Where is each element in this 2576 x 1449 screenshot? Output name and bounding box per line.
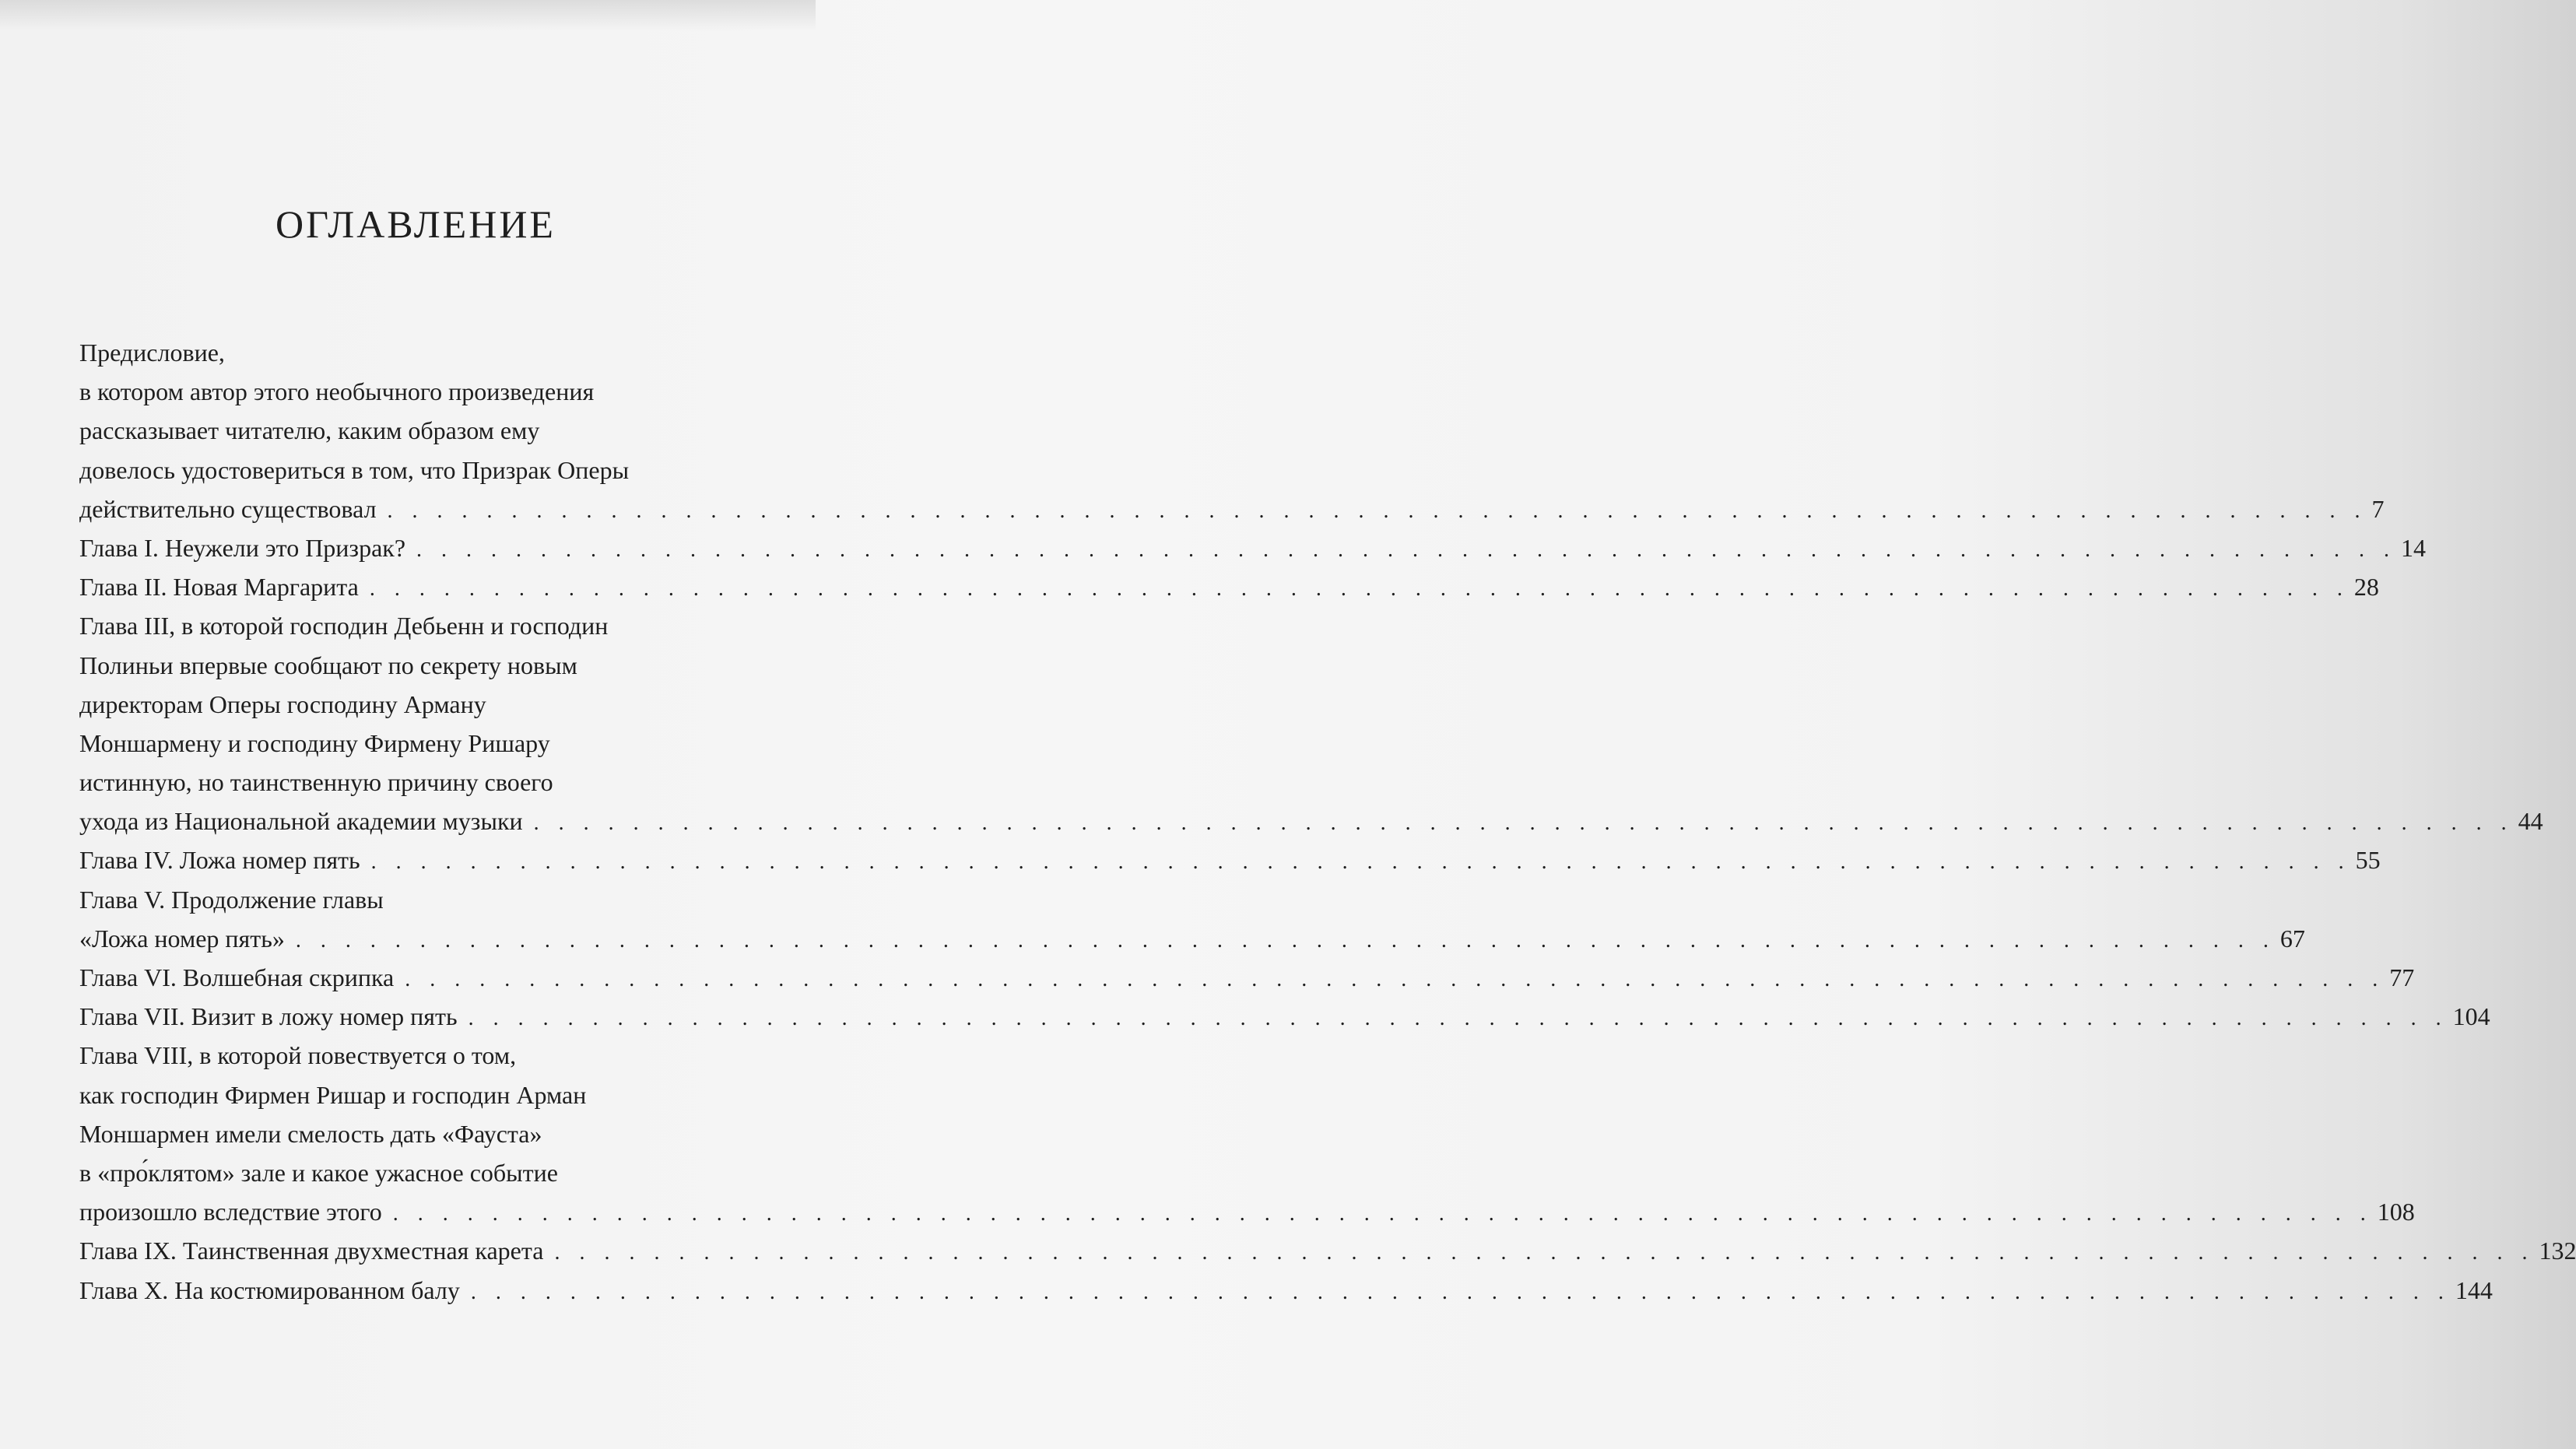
toc-entry bbox=[79, 1231, 2576, 1270]
toc-entry-text: действительно существовал bbox=[79, 494, 377, 523]
toc-entry-text: как господин Фирмен Ришар и господин Арман bbox=[79, 1080, 587, 1109]
toc-entry bbox=[79, 606, 2543, 840]
page-number: 104 bbox=[2452, 1002, 2490, 1031]
toc-entry-text: Глава V. Продолжение главы bbox=[79, 885, 384, 914]
page-number: 14 bbox=[2401, 533, 2427, 562]
toc-line bbox=[79, 763, 761, 802]
toc-line bbox=[79, 606, 761, 645]
toc-entry bbox=[79, 333, 2385, 528]
toc-line bbox=[79, 840, 2381, 879]
toc-line bbox=[79, 1036, 761, 1075]
toc-line bbox=[79, 567, 2379, 606]
toc-entry bbox=[79, 958, 2415, 997]
toc-line bbox=[79, 372, 761, 411]
toc-entry-text: Глава I. Неужели это Призрак? bbox=[79, 533, 406, 562]
toc-line bbox=[79, 646, 761, 685]
toc-entry-text: Полиньи впервые сообщают по секрету новым bbox=[79, 651, 577, 679]
toc-line bbox=[79, 411, 761, 450]
toc-entry-text: рассказывает читателю, каким образом ему bbox=[79, 416, 540, 445]
toc-line bbox=[79, 1114, 761, 1153]
page-number: 132 bbox=[2539, 1237, 2576, 1265]
dot-leader: . . . . . . . . . . . . . . . . . . . . . . . . . . . . . . . . . . . . . . . . . . . . . . . . . . . . . . . . . . . . . . . . . . . . . . . . . . . . . . . . bbox=[387, 498, 2367, 523]
toc-entry-text: Предисловие, bbox=[79, 339, 225, 367]
toc-line bbox=[79, 802, 2543, 840]
dot-leader: . . . . . . . . . . . . . . . . . . . . . . . . . . . . . . . . . . . . . . . . . . . . . . . . . . . . . . . . . . . . . . . . . . . . . . . . . . . . . . . . bbox=[470, 1279, 2451, 1304]
page-number: 144 bbox=[2455, 1275, 2493, 1304]
toc-entry-text: произошло вследствие этого bbox=[79, 1198, 382, 1226]
toc-line bbox=[79, 489, 2385, 528]
toc-line bbox=[79, 685, 761, 724]
toc-entry-text: Глава IV. Ложа номер пять bbox=[79, 846, 360, 875]
dot-leader: . . . . . . . . . . . . . . . . . . . . . . . . . . . . . . . . . . . . . . . . . . . . . . . . . . . . . . . . . . . . . . . . . . . . . . . . . . . . . . . . bbox=[295, 928, 2276, 953]
dot-leader: . . . . . . . . . . . . . . . . . . . . . . . . . . . . . . . . . . . . . . . . . . . . . . . . . . . . . . . . . . . . . . . . . . . . . . . . . . . . . . . . bbox=[468, 1006, 2448, 1031]
toc-line bbox=[79, 1153, 761, 1192]
toc-line bbox=[79, 724, 761, 763]
toc-entry bbox=[79, 880, 2305, 958]
toc-entry-text: ухода из Национальной академии музыки bbox=[79, 807, 523, 836]
toc-entry bbox=[79, 997, 2490, 1036]
toc-line bbox=[79, 919, 2305, 958]
toc-entry-text: директорам Оперы господину Арману bbox=[79, 689, 486, 718]
toc-line bbox=[79, 528, 2427, 567]
toc-entry-text: Глава VIII, в которой повествуется о том, bbox=[79, 1041, 517, 1070]
toc-entry-text: Глава VII. Визит в ложу номер пять bbox=[79, 1002, 458, 1031]
toc-line bbox=[79, 1231, 2576, 1270]
toc-entry-text: Глава IX. Таинственная двухместная карета bbox=[79, 1237, 544, 1265]
toc-entry-text: Глава X. На костюмированном балу bbox=[79, 1275, 460, 1304]
page-number: 7 bbox=[2371, 494, 2385, 523]
page-number: 67 bbox=[2279, 924, 2305, 953]
toc-entry-text: довелось удостовериться в том, что Призрак Оперы bbox=[79, 455, 630, 484]
toc-line bbox=[79, 1271, 2493, 1310]
table-of-contents bbox=[79, 333, 2576, 1310]
dot-leader: . . . . . . . . . . . . . . . . . . . . . . . . . . . . . . . . . . . . . . . . . . . . . . . . . . . . . . . . . . . . . . . . . . . . . . . . . . . . . . . . bbox=[554, 1240, 2535, 1265]
toc-entry bbox=[79, 567, 2379, 606]
toc-line bbox=[79, 333, 761, 372]
dot-leader: . . . . . . . . . . . . . . . . . . . . . . . . . . . . . . . . . . . . . . . . . . . . . . . . . . . . . . . . . . . . . . . . . . . . . . . . . . . . . . . . bbox=[392, 1202, 2373, 1226]
toc-entry bbox=[79, 528, 2427, 567]
page-number: 55 bbox=[2355, 846, 2381, 875]
toc-line bbox=[79, 880, 761, 919]
page-number: 44 bbox=[2518, 807, 2543, 836]
toc-line bbox=[79, 958, 2415, 997]
toc-line bbox=[79, 1075, 761, 1114]
toc-entry-text: Глава II. Новая Маргарита bbox=[79, 573, 359, 602]
toc-line bbox=[79, 1192, 2415, 1231]
page-number: 108 bbox=[2377, 1198, 2415, 1226]
dot-leader: . . . . . . . . . . . . . . . . . . . . . . . . . . . . . . . . . . . . . . . . . . . . . . . . . . . . . . . . . . . . . . . . . . . . . . . . . . . . . . . . bbox=[405, 967, 2385, 991]
dot-leader: . . . . . . . . . . . . . . . . . . . . . . . . . . . . . . . . . . . . . . . . . . . . . . . . . . . . . . . . . . . . . . . . . . . . . . . . . . . . . . . . bbox=[370, 850, 2351, 875]
toc-line bbox=[79, 451, 761, 489]
dot-leader: . . . . . . . . . . . . . . . . . . . . . . . . . . . . . . . . . . . . . . . . . . . . . . . . . . . . . . . . . . . . . . . . . . . . . . . . . . . . . . . . bbox=[416, 537, 2397, 562]
toc-entry-text: Моншармен имели смелость дать «Фауста» bbox=[79, 1119, 542, 1148]
toc-entry bbox=[79, 1036, 2415, 1231]
toc-entry-text: «Ложа номер пять» bbox=[79, 924, 285, 953]
toc-entry-text: Глава III, в которой господин Дебьенн и господин bbox=[79, 612, 609, 640]
toc-entry-text: в «про́клятом» зале и какое ужасное событие bbox=[79, 1158, 558, 1187]
dot-leader: . . . . . . . . . . . . . . . . . . . . . . . . . . . . . . . . . . . . . . . . . . . . . . . . . . . . . . . . . . . . . . . . . . . . . . . . . . . . . . . . bbox=[369, 577, 2350, 602]
toc-entry bbox=[79, 840, 2381, 879]
toc-entry-text: в котором автор этого необычного произведения bbox=[79, 377, 595, 406]
page-number: 77 bbox=[2389, 963, 2415, 991]
page-title: ОГЛАВЛЕНИЕ bbox=[275, 202, 556, 246]
page-number: 28 bbox=[2353, 573, 2379, 602]
page-edge-shadow bbox=[0, 0, 816, 31]
toc-entry-text: Глава VI. Волшебная скрипка bbox=[79, 963, 395, 991]
toc-entry-text: истинную, но таинственную причину своего bbox=[79, 768, 553, 797]
toc-line bbox=[79, 997, 2490, 1036]
toc-entry-text: Моншармену и господину Фирмену Ришару bbox=[79, 728, 550, 757]
toc-entry bbox=[79, 1271, 2493, 1310]
dot-leader: . . . . . . . . . . . . . . . . . . . . . . . . . . . . . . . . . . . . . . . . . . . . . . . . . . . . . . . . . . . . . . . . . . . . . . . . . . . . . . . . bbox=[533, 811, 2514, 836]
